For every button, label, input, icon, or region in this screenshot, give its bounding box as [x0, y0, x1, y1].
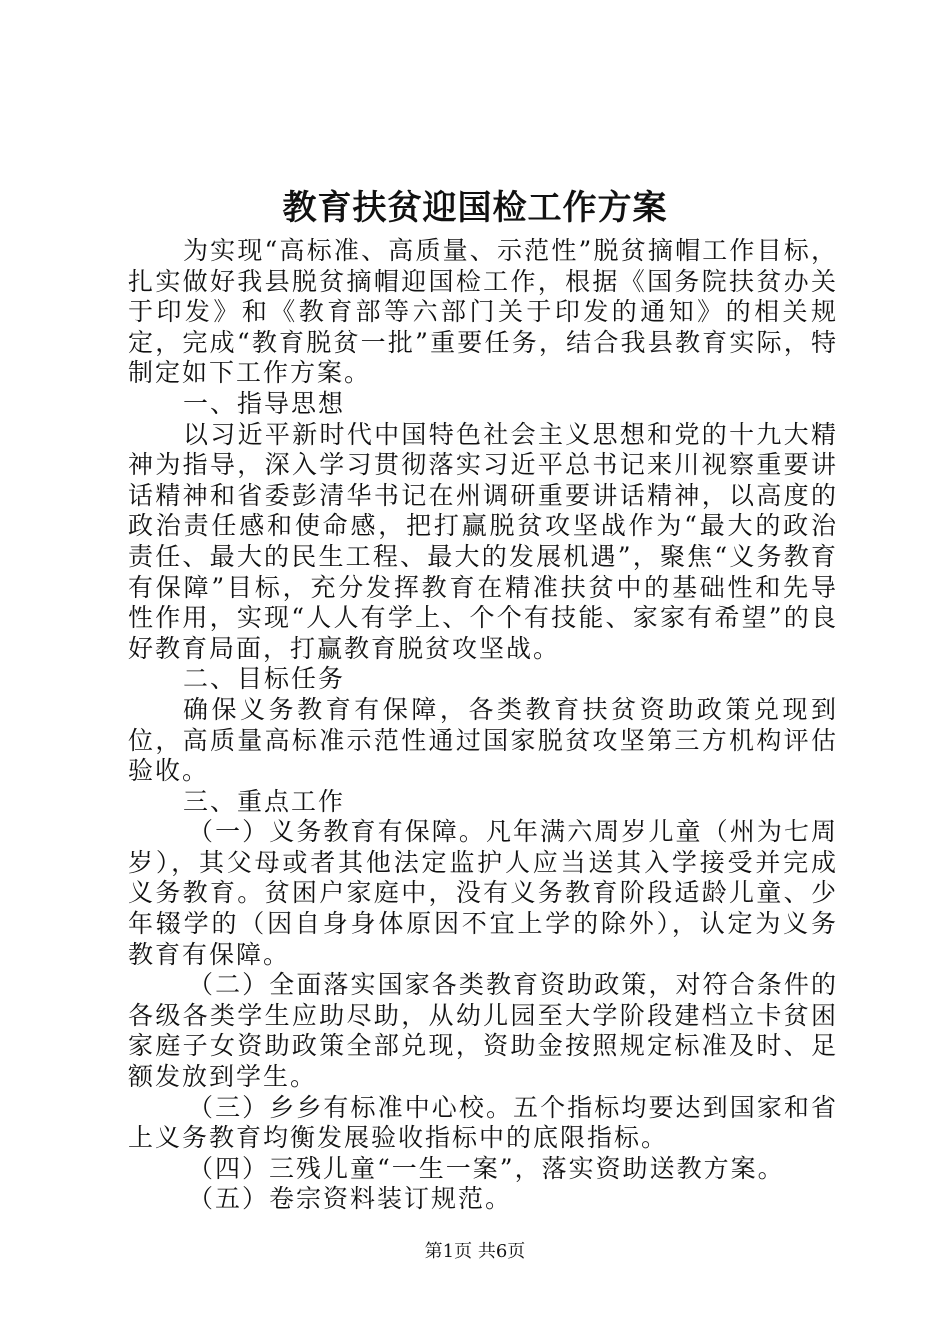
page-indicator: 第1页 共6页 — [424, 1241, 526, 1262]
intro-paragraph: 为实现“高标准、高质量、示范性”脱贫摘帽工作目标，扎实做好我县脱贫摘帽迎国检工作，根据《国务院扶贫办关于印发》和《教育部等六部门关于印发的通知》的相关规定，完成“教育脱贫一批”重要任务，结合我县教育实际，特制定如下工作方案。 — [128, 236, 838, 388]
section-heading-goals: 二、目标任务 — [183, 664, 346, 694]
key-work-item-5: （五）卷宗资料装订规范。 — [188, 1184, 513, 1214]
document-body — [128, 236, 838, 1215]
key-work-item-2: （二）全面落实国家各类教育资助政策，对符合条件的各级各类学生应助尽助，从幼儿园至大学阶段建档立卡贫困家庭子女资助政策全部兑现，资助金按照规定标准及时、足额发放到学生。 — [128, 970, 838, 1092]
goals-paragraph: 确保义务教育有保障，各类教育扶贫资助政策兑现到位，高质量高标准示范性通过国家脱贫攻坚第三方机构评估验收。 — [128, 694, 838, 786]
key-work-item-3: （三）乡乡有标准中心校。五个指标均要达到国家和省上义务教育均衡发展验收指标中的底限指标。 — [128, 1092, 838, 1153]
key-work-item-1: （一）义务教育有保障。凡年满六周岁儿童（州为七周岁），其父母或者其他法定监护人应当送其入学接受并完成义务教育。贫困户家庭中，没有义务教育阶段适龄儿童、少年辍学的（因自身身体原因不宜上学的除外），认定为义务教育有保障。 — [128, 817, 838, 969]
section-heading-guiding-thought: 一、指导思想 — [183, 388, 346, 418]
key-work-item-4: （四）三残儿童“一生一案”，落实资助送教方案。 — [188, 1153, 785, 1183]
section-heading-key-work: 三、重点工作 — [183, 786, 346, 816]
document-title: 教育扶贫迎国检工作方案 — [282, 188, 668, 228]
guiding-thought-paragraph: 以习近平新时代中国特色社会主义思想和党的十九大精神为指导，深入学习贯彻落实习近平总书记来川视察重要讲话精神和省委彭清华书记在州调研重要讲话精神，以高度的政治责任感和使命感，把打赢脱贫攻坚战作为“最大的政治责任、最大的民生工程、最大的发展机遇”，聚焦“义务教育有保障”目标，充分发挥教育在精准扶贫中的基础性和先导性作用，实现“人人有学上、个个有技能、家家有希望”的良好教育局面，打赢教育脱贫攻坚战。 — [128, 419, 838, 663]
